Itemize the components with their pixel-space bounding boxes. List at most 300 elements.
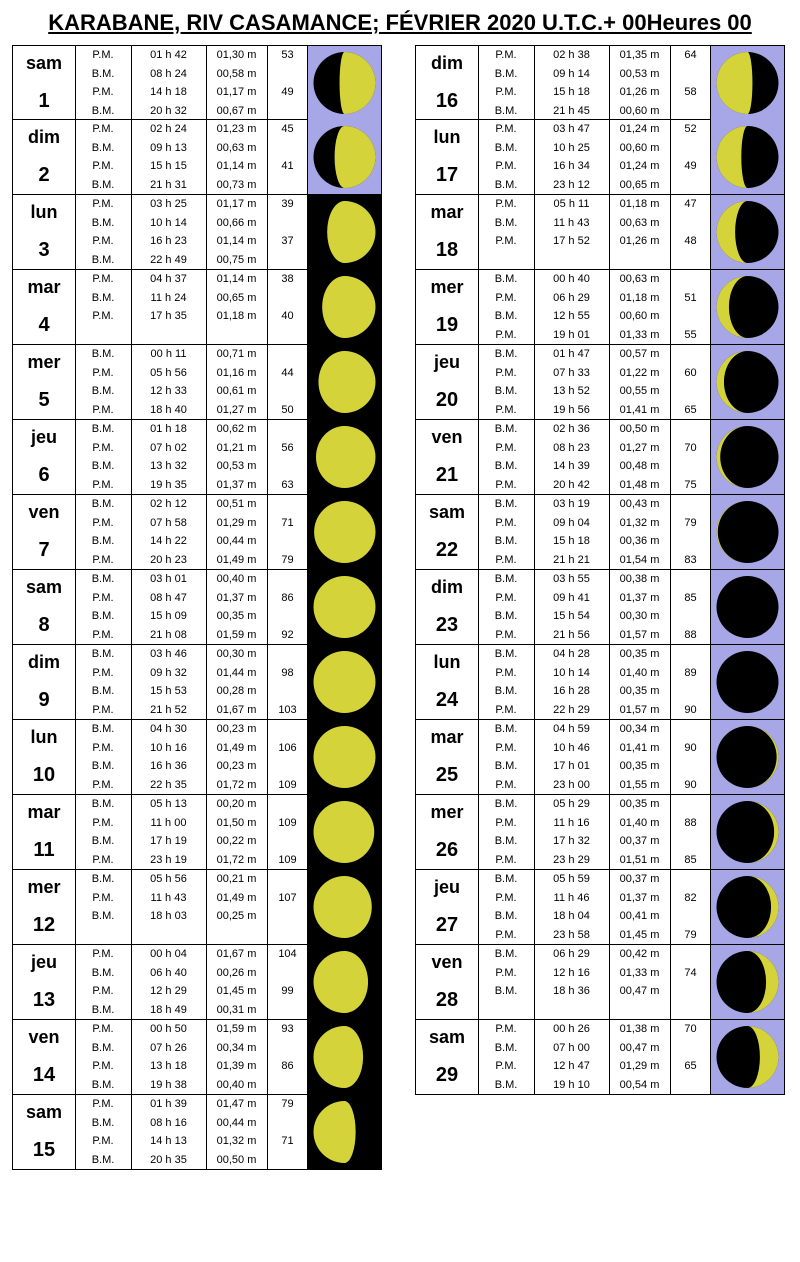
tide-rows <box>75 720 308 794</box>
tide-time: 07 h 00 <box>534 1039 610 1058</box>
tide-time: 10 h 25 <box>534 139 610 158</box>
tide-type: B.M. <box>478 1039 535 1058</box>
moon-phase-icon <box>308 795 381 869</box>
tide-type: P.M. <box>75 401 132 420</box>
tide-time: 06 h 29 <box>534 945 610 964</box>
tide-type: B.M. <box>478 795 535 814</box>
tide-row <box>478 907 711 926</box>
tide-row <box>75 1076 308 1095</box>
tide-height: 01,33 m <box>609 964 671 983</box>
tide-row <box>478 457 711 476</box>
tide-coefficient: 71 <box>281 1135 294 1147</box>
moon-cell <box>710 795 784 869</box>
tide-row <box>75 682 308 701</box>
day-number: 25 <box>435 764 459 786</box>
tide-height: 00,40 m <box>206 570 268 589</box>
tide-height: 00,41 m <box>609 907 671 926</box>
tide-row <box>75 814 308 833</box>
tide-type: B.M. <box>75 870 132 889</box>
tide-row <box>478 364 711 383</box>
day-block <box>12 270 382 345</box>
tide-coefficient: 85 <box>684 853 697 866</box>
tide-height: 00,51 m <box>206 495 268 514</box>
tide-type: B.M. <box>478 270 535 289</box>
tide-height: 00,53 m <box>609 65 671 84</box>
tide-row <box>75 645 308 664</box>
tide-type: P.M. <box>478 1057 535 1076</box>
moon-cell <box>307 345 381 419</box>
tide-height: 00,50 m <box>609 420 671 439</box>
day-label <box>416 120 479 194</box>
tide-row <box>75 795 308 814</box>
day-number: 15 <box>32 1139 56 1161</box>
tide-time: 18 h 49 <box>131 1001 207 1020</box>
tide-coefficient: 70 <box>684 1023 697 1035</box>
tide-type: P.M. <box>75 364 132 383</box>
tide-height: 01,55 m <box>609 776 671 795</box>
tide-time: 08 h 24 <box>131 65 207 84</box>
tide-height: 00,22 m <box>206 832 268 851</box>
tide-height: 01,26 m <box>609 83 671 102</box>
tide-height: 01,54 m <box>609 551 671 570</box>
moon-phase-icon <box>711 420 784 494</box>
tide-coefficient: 51 <box>684 291 697 304</box>
moon-cell <box>307 120 381 194</box>
tide-type: B.M. <box>75 907 132 926</box>
tide-height: 00,47 m <box>609 982 671 1001</box>
tide-coefficient <box>267 1076 308 1095</box>
tide-height: 00,63 m <box>609 270 671 289</box>
day-label <box>13 195 76 269</box>
day-block <box>415 945 785 1020</box>
tide-coefficient: 71 <box>281 516 294 529</box>
tide-row <box>75 139 308 158</box>
day-number: 20 <box>435 389 459 411</box>
tide-height: 00,40 m <box>206 1076 268 1095</box>
tide-type: P.M. <box>478 401 535 420</box>
day-number: 7 <box>38 539 50 561</box>
tide-height: 00,35 m <box>609 682 671 701</box>
tide-time: 22 h 29 <box>534 701 610 720</box>
moon-phase-icon <box>711 46 784 120</box>
day-name: dim <box>430 577 463 597</box>
moon-phase-icon <box>711 120 784 194</box>
tide-row <box>478 476 711 495</box>
tide-type: P.M. <box>478 701 535 720</box>
tide-row <box>478 664 711 683</box>
tide-row <box>478 870 711 889</box>
day-block <box>415 195 785 270</box>
day-number: 4 <box>38 314 50 336</box>
tide-row <box>478 776 711 795</box>
tide-time: 02 h 24 <box>131 120 207 139</box>
tide-coefficient: 50 <box>281 403 294 416</box>
tide-time: 07 h 02 <box>131 439 207 458</box>
moon-cell <box>710 495 784 569</box>
tide-time: 20 h 42 <box>534 476 610 495</box>
tide-rows <box>75 120 308 194</box>
tide-height: 01,22 m <box>609 364 671 383</box>
tide-height: 01,44 m <box>206 664 268 683</box>
tide-time: 16 h 28 <box>534 682 610 701</box>
tide-height: 01,59 m <box>206 1020 268 1039</box>
tide-time: 23 h 58 <box>534 926 610 945</box>
day-name: lun <box>30 202 58 222</box>
tide-type: B.M. <box>75 139 132 158</box>
tide-height: 00,30 m <box>206 645 268 664</box>
tide-coefficient <box>267 382 308 401</box>
day-block <box>415 120 785 195</box>
tide-height: 00,60 m <box>609 139 671 158</box>
tide-type: B.M. <box>478 457 535 476</box>
moon-lit-part <box>314 726 376 788</box>
tide-row <box>478 570 711 589</box>
tide-height: 00,37 m <box>609 870 671 889</box>
moon-cell <box>710 120 784 194</box>
tide-time: 21 h 52 <box>131 701 207 720</box>
day-label <box>416 270 479 344</box>
tide-coefficient: 99 <box>281 985 294 997</box>
tide-height: 00,42 m <box>609 945 671 964</box>
day-name: ven <box>431 952 463 972</box>
tide-row <box>478 120 711 139</box>
tide-row <box>75 551 308 570</box>
tide-height: 01,33 m <box>609 326 671 345</box>
tide-height: 01,47 m <box>206 1095 268 1114</box>
tide-type: P.M. <box>75 701 132 720</box>
tide-row <box>478 195 711 214</box>
moon-phase-icon <box>711 870 784 944</box>
tide-row <box>75 1114 308 1133</box>
day-label <box>416 720 479 794</box>
moon-cell <box>307 270 381 344</box>
tide-coefficient <box>267 1001 308 1020</box>
tide-height: 00,50 m <box>206 1151 268 1170</box>
tide-type: P.M. <box>75 195 132 214</box>
tide-rows <box>478 645 711 719</box>
day-label <box>13 345 76 419</box>
tide-coefficient <box>267 495 308 514</box>
tide-row <box>75 232 308 251</box>
tide-time: 00 h 11 <box>131 345 207 364</box>
tide-type: P.M. <box>75 120 132 139</box>
tide-time: 14 h 13 <box>131 1132 207 1151</box>
tide-coefficient: 48 <box>684 235 697 247</box>
moon-phase-icon <box>308 570 381 644</box>
day-name: dim <box>27 127 60 147</box>
tide-height: 00,63 m <box>609 214 671 233</box>
tide-rows <box>478 120 711 194</box>
tide-type: B.M. <box>478 645 535 664</box>
tide-time: 16 h 23 <box>131 232 207 251</box>
tide-height: 01,30 m <box>206 46 268 65</box>
day-label <box>416 645 479 719</box>
day-block <box>415 420 785 495</box>
tide-row <box>478 1020 711 1039</box>
tide-type: B.M. <box>75 682 132 701</box>
tide-coefficient: 90 <box>684 778 697 791</box>
tide-type: P.M. <box>75 851 132 870</box>
tide-height: 01,57 m <box>609 701 671 720</box>
tide-height: 01,16 m <box>206 364 268 383</box>
tide-time: 05 h 11 <box>534 195 610 214</box>
day-name: dim <box>430 53 463 73</box>
day-number: 13 <box>32 989 56 1011</box>
tide-type: B.M. <box>478 214 535 233</box>
tide-coefficient <box>267 1151 308 1170</box>
tide-row <box>478 851 711 870</box>
tide-type: B.M. <box>478 1076 535 1095</box>
day-number: 1 <box>38 90 50 112</box>
tide-height: 01,39 m <box>206 1057 268 1076</box>
moon-cell <box>710 420 784 494</box>
day-name: ven <box>431 427 463 447</box>
day-number: 24 <box>435 689 459 711</box>
tide-height: 00,25 m <box>206 907 268 926</box>
tide-coefficient: 89 <box>684 666 697 679</box>
day-number: 3 <box>38 239 50 261</box>
day-number: 5 <box>38 389 50 411</box>
tide-rows <box>75 345 308 419</box>
tide-coefficient <box>267 1039 308 1058</box>
tide-row <box>75 945 308 964</box>
day-number: 14 <box>32 1064 56 1086</box>
tide-height: 00,73 m <box>206 176 268 195</box>
tide-coefficient: 39 <box>281 198 294 210</box>
tide-row <box>478 982 711 1001</box>
tide-type: B.M. <box>75 345 132 364</box>
tide-type: P.M. <box>75 270 132 289</box>
tide-coefficient <box>267 65 308 84</box>
tide-height: 00,38 m <box>609 570 671 589</box>
tide-type: P.M. <box>75 83 132 102</box>
tide-type <box>478 251 535 270</box>
tide-time: 19 h 01 <box>534 326 610 345</box>
tide-type: B.M. <box>75 1114 132 1133</box>
tide-time: 11 h 00 <box>131 814 207 833</box>
tide-coefficient <box>267 757 308 776</box>
tide-row <box>478 889 711 908</box>
tide-time: 05 h 29 <box>534 795 610 814</box>
tide-height: 01,24 m <box>609 120 671 139</box>
tide-height: 00,67 m <box>206 102 268 121</box>
day-block <box>12 420 382 495</box>
moon-cell <box>710 570 784 644</box>
tide-row <box>478 926 711 945</box>
tide-height: 00,35 m <box>206 607 268 626</box>
moon-cell <box>307 46 381 119</box>
tide-type: P.M. <box>478 776 535 795</box>
tide-type: P.M. <box>478 232 535 251</box>
tide-time: 23 h 19 <box>131 851 207 870</box>
tide-height: 01,48 m <box>609 476 671 495</box>
tide-height: 00,23 m <box>206 720 268 739</box>
day-label <box>416 945 479 1019</box>
moon-phase-icon <box>711 570 784 644</box>
moon-phase-icon <box>308 195 381 269</box>
tide-coefficient <box>670 382 711 401</box>
tide-row <box>75 307 308 326</box>
tide-time: 18 h 04 <box>534 907 610 926</box>
tide-height: 01,45 m <box>609 926 671 945</box>
tide-row <box>75 851 308 870</box>
moon-cell <box>710 945 784 1019</box>
tide-row <box>478 532 711 551</box>
tide-row <box>478 382 711 401</box>
tide-height <box>609 251 671 270</box>
tide-row <box>75 102 308 121</box>
tide-coefficient <box>670 307 711 326</box>
tide-time: 13 h 18 <box>131 1057 207 1076</box>
day-label <box>416 345 479 419</box>
day-name: sam <box>25 577 63 597</box>
tide-rows <box>478 46 711 119</box>
tide-type: B.M. <box>478 607 535 626</box>
tide-type: P.M. <box>478 195 535 214</box>
tide-coefficient <box>267 720 308 739</box>
tide-rows <box>75 495 308 569</box>
tide-coefficient <box>670 570 711 589</box>
tide-coefficient <box>267 870 308 889</box>
tide-time: 03 h 01 <box>131 570 207 589</box>
tide-coefficient <box>670 1001 711 1020</box>
tide-row <box>75 420 308 439</box>
day-block <box>12 570 382 645</box>
tide-type: P.M. <box>478 157 535 176</box>
tide-time: 02 h 38 <box>534 46 610 65</box>
tide-row <box>478 832 711 851</box>
tide-coefficient: 56 <box>281 441 294 454</box>
tide-time: 22 h 49 <box>131 251 207 270</box>
moon-phase-icon <box>711 720 784 794</box>
tide-height: 01,37 m <box>206 476 268 495</box>
tide-height: 01,26 m <box>609 232 671 251</box>
tide-time: 04 h 28 <box>534 645 610 664</box>
day-label <box>13 795 76 869</box>
tide-type: B.M. <box>75 645 132 664</box>
tide-type: P.M. <box>478 1020 535 1039</box>
tide-height: 00,75 m <box>206 251 268 270</box>
tide-row <box>75 701 308 720</box>
tide-coefficient <box>670 795 711 814</box>
tide-row <box>478 1039 711 1058</box>
tide-height: 01,38 m <box>609 1020 671 1039</box>
tide-height: 01,49 m <box>206 739 268 758</box>
moon-phase-icon <box>308 345 381 419</box>
tide-height: 00,26 m <box>206 964 268 983</box>
tide-coefficient: 85 <box>684 591 697 604</box>
tide-coefficient: 45 <box>281 123 294 135</box>
tide-coefficient <box>670 832 711 851</box>
moon-cell <box>307 945 381 1019</box>
tide-type: P.M. <box>75 814 132 833</box>
tide-height: 01,23 m <box>206 120 268 139</box>
tide-type: P.M. <box>75 1095 132 1114</box>
tide-time: 13 h 32 <box>131 457 207 476</box>
tide-type: P.M. <box>75 626 132 645</box>
day-name: mer <box>430 802 464 822</box>
tide-time <box>534 1001 610 1020</box>
moon-lit-part <box>314 801 375 863</box>
tide-time: 11 h 46 <box>534 889 610 908</box>
tide-row <box>478 157 711 176</box>
tide-time: 19 h 38 <box>131 1076 207 1095</box>
tide-coefficient <box>670 532 711 551</box>
day-label <box>416 570 479 644</box>
tide-row <box>75 214 308 233</box>
tide-row <box>75 776 308 795</box>
tide-height: 01,27 m <box>609 439 671 458</box>
tide-time: 13 h 52 <box>534 382 610 401</box>
tide-type: P.M. <box>478 851 535 870</box>
tide-height: 01,17 m <box>206 195 268 214</box>
tide-time: 15 h 15 <box>131 157 207 176</box>
tide-type: P.M. <box>478 589 535 608</box>
tide-height: 01,37 m <box>609 589 671 608</box>
tide-rows <box>75 570 308 644</box>
tide-height: 00,23 m <box>206 757 268 776</box>
day-number: 29 <box>435 1064 459 1086</box>
tide-row <box>75 889 308 908</box>
tide-coefficient: 53 <box>281 49 294 61</box>
day-block <box>415 1020 785 1095</box>
tide-coefficient: 86 <box>281 591 294 604</box>
tide-type: P.M. <box>478 551 535 570</box>
tide-height: 01,50 m <box>206 814 268 833</box>
tide-row <box>478 720 711 739</box>
tide-row <box>75 251 308 270</box>
tide-row <box>75 926 308 945</box>
tide-type: B.M. <box>478 982 535 1001</box>
tide-time: 05 h 13 <box>131 795 207 814</box>
tide-height: 00,21 m <box>206 870 268 889</box>
tide-row <box>75 382 308 401</box>
tide-time: 12 h 33 <box>131 382 207 401</box>
tide-type: B.M. <box>478 307 535 326</box>
tide-height: 01,27 m <box>206 401 268 420</box>
tide-coefficient: 109 <box>278 853 297 866</box>
moon-phase-icon <box>711 195 784 269</box>
tide-row <box>478 626 711 645</box>
tide-row <box>75 1001 308 1020</box>
tide-time: 20 h 35 <box>131 1151 207 1170</box>
tide-height: 01,21 m <box>206 439 268 458</box>
tide-row <box>478 232 711 251</box>
tide-coefficient <box>267 139 308 158</box>
tide-coefficient <box>670 139 711 158</box>
moon-phase-icon <box>308 645 381 719</box>
tide-type: P.M. <box>75 551 132 570</box>
tide-height: 00,37 m <box>609 832 671 851</box>
moon-phase-icon <box>711 945 784 1019</box>
tide-time: 20 h 23 <box>131 551 207 570</box>
tide-time: 17 h 19 <box>131 832 207 851</box>
tide-height: 00,34 m <box>206 1039 268 1058</box>
moon-phase-icon <box>308 945 381 1019</box>
tide-row <box>75 46 308 65</box>
tide-type: P.M. <box>75 232 132 251</box>
tide-height: 01,40 m <box>609 664 671 683</box>
tide-type: P.M. <box>478 814 535 833</box>
day-number: 22 <box>435 539 459 561</box>
tide-coefficient: 88 <box>684 816 697 829</box>
tide-height: 01,67 m <box>206 945 268 964</box>
tide-rows <box>478 195 711 269</box>
tide-height: 01,37 m <box>609 889 671 908</box>
tide-type: B.M. <box>75 795 132 814</box>
tide-time: 04 h 30 <box>131 720 207 739</box>
tide-time: 18 h 40 <box>131 401 207 420</box>
